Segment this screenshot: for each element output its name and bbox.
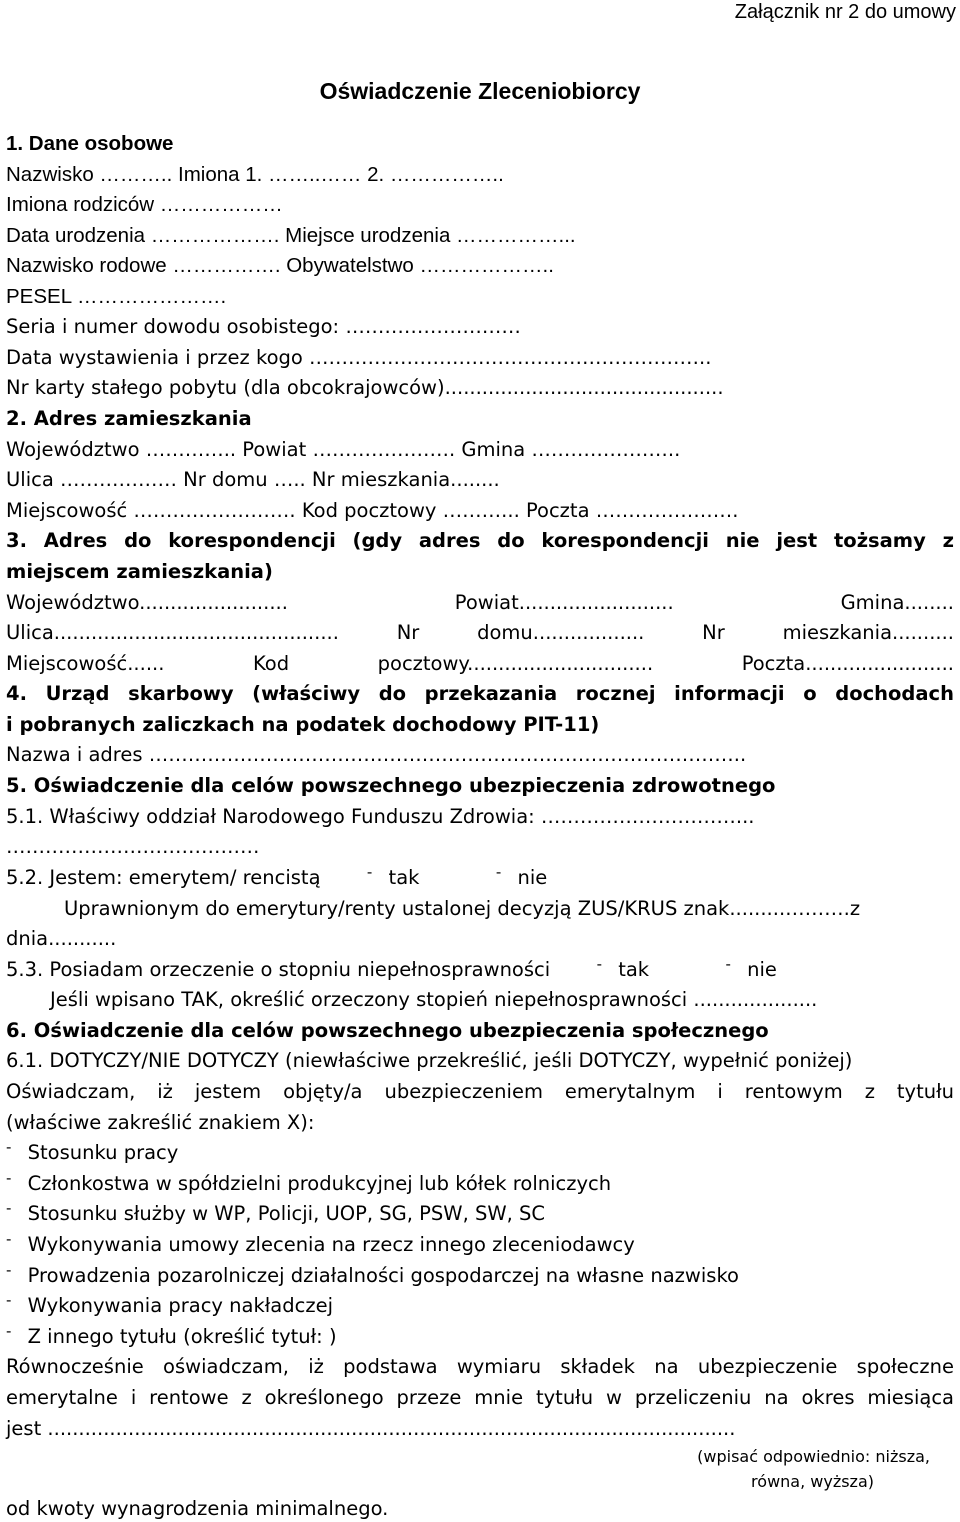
option-checkbox[interactable]: -	[6, 1261, 12, 1279]
option-checkbox[interactable]: -	[6, 1230, 12, 1248]
option-item[interactable]	[6, 1232, 635, 1258]
minimum-wage-line: od kwoty wynagrodzenia minimalnego.	[6, 1497, 389, 1520]
option-item[interactable]	[6, 1140, 178, 1166]
annex-label: Załącznik nr 2 do umowy	[734, 1, 956, 23]
tax-office-line: Nazwa i adres ………………………………………………………………………………..	[6, 743, 747, 766]
insurance-statement-line: Oświadczam, iż jestem objęty/a ubezpieczeniem emerytalnym i rentowym z tytułu	[6, 1080, 954, 1103]
nfz-branch-line-cont: …………………………………	[6, 835, 260, 858]
option-checkbox[interactable]: -	[6, 1138, 12, 1156]
insurance-statement-line-cont: (właściwe zakreślić znakiem X):	[6, 1111, 315, 1134]
section-1-heading: 1. Dane osobowe	[6, 132, 174, 155]
tak-label: tak	[388, 866, 420, 889]
contribution-basis-line: Równocześnie oświadczam, iż podstawa wymiaru składek na ubezpieczenie społeczne	[6, 1355, 954, 1378]
pension-date-line: dnia...........	[6, 927, 117, 950]
nfz-branch-line: 5.1. Właściwy oddział Narodowego Funduszu Zdrowia: …………………………...	[6, 805, 755, 828]
section-6-heading: 6. Oświadczenie dla celów powszechnego ubezpieczenia społecznego	[6, 1019, 769, 1042]
option-label: Członkostwa w spółdzielni produkcyjnej lub kółek rolniczych	[27, 1172, 612, 1195]
option-label: Wykonywania umowy zlecenia na rzecz innego zleceniodawcy	[27, 1233, 635, 1256]
birth-date-line: Data urodzenia ………………. Miejsce urodzenia ……………...	[6, 224, 576, 247]
disability-line	[6, 957, 777, 983]
option-item[interactable]	[6, 1263, 739, 1289]
option-item[interactable]	[6, 1201, 545, 1227]
option-label: Prowadzenia pozarolniczej działalności gospodarczej na własne nazwisko	[27, 1264, 739, 1287]
nie-label: nie	[517, 866, 548, 889]
option-item[interactable]	[6, 1324, 337, 1350]
id-card-line: Seria i numer dowodu osobistego: ………………………	[6, 315, 521, 338]
address-city-line: Miejscowość ……………………. Kod pocztowy ………... Poczta ………………….	[6, 499, 739, 522]
corr-region-line: Województwo........................ Powiat......................... Gmina........	[6, 591, 954, 614]
section-4-heading-cont: i pobranych zaliczkach na podatek dochodowy PIT-11)	[6, 713, 600, 736]
address-region-line: Województwo ………….. Powiat …………………. Gmina …………………..	[6, 438, 681, 461]
corr-city-line: Miejscowość...... Kod pocztowy.............................. Poczta........................	[6, 652, 954, 675]
disability-text: 5.3. Posiadam orzeczenie o stopniu niepełnosprawności	[6, 958, 551, 981]
family-name-line: Nazwisko rodowe ……………. Obywatelstwo ………………..	[6, 254, 554, 277]
checkbox-nie-pensioner[interactable]: -	[495, 863, 502, 881]
option-label: Stosunku służby w WP, Policji, UOP, SG, PSW, SW, SC	[27, 1202, 546, 1225]
checkbox-nie-disability[interactable]: -	[725, 955, 731, 973]
option-item[interactable]	[6, 1293, 333, 1319]
residence-card-line: Nr karty stałego pobytu (dla obcokrajowców).............................................	[6, 376, 724, 399]
option-checkbox[interactable]: -	[6, 1322, 12, 1340]
parents-names-line: Imiona rodziców ………………	[6, 193, 283, 216]
option-item[interactable]	[6, 1171, 611, 1197]
option-label: Wykonywania pracy nakładczej	[27, 1294, 333, 1317]
section-2-heading: 2. Adres zamieszkania	[6, 407, 252, 430]
issue-date-line: Data wystawienia i przez kogo ……………………………………………………..	[6, 346, 712, 369]
address-street-line: Ulica ……………… Nr domu ….. Nr mieszkania........	[6, 468, 500, 491]
section-5-heading: 5. Oświadczenie dla celów powszechnego ubezpieczenia zdrowotnego	[6, 774, 776, 797]
option-checkbox[interactable]: -	[6, 1169, 12, 1187]
nie-label: nie	[747, 958, 777, 981]
checkbox-tak-pensioner[interactable]: -	[366, 863, 373, 881]
pesel-line: PESEL ………………….	[6, 285, 227, 308]
tak-label: tak	[618, 958, 650, 981]
applies-line: 6.1. DOTYCZY/NIE DOTYCZY (niewłaściwe przekreślić, jeśli DOTYCZY, wypełnić poniżej)	[6, 1049, 853, 1072]
surname-line: Nazwisko ……….. Imiona 1. ……..…… 2. ……………..	[6, 163, 504, 186]
option-checkbox[interactable]: -	[6, 1199, 12, 1217]
contribution-basis-line-cont: emerytalne i rentowe z określonego przeze mnie tytułu w przeliczeniu na okres miesiąca	[6, 1386, 954, 1409]
section-3-heading-cont: miejscem zamieszkania)	[6, 560, 273, 583]
corr-street-line: Ulica.............................................. Nr domu.................. Nr mieszkania..........	[6, 621, 954, 644]
note-line-2: równa, wyższa)	[751, 1472, 874, 1491]
pension-entitlement-line: Uprawnionym do emerytury/renty ustalonej decyzją ZUS/KRUS znak.........……….z	[64, 897, 861, 920]
section-4-heading: 4. Urząd skarbowy (właściwy do przekazania rocznej informacji o dochodach	[6, 682, 954, 705]
document-title: Oświadczenie Zleceniobiorcy	[319, 78, 641, 104]
pensioner-text: 5.2. Jestem: emerytem/ rencistą	[6, 866, 321, 889]
note-line-1: (wpisać odpowiednio: niższa,	[697, 1447, 930, 1466]
checkbox-tak-disability[interactable]: -	[596, 955, 602, 973]
option-label: Z innego tytułu (określić tytuł: )	[27, 1325, 337, 1348]
disability-degree-line: Jeśli wpisano TAK, określić orzeczony stopień niepełnosprawności ....................	[50, 988, 818, 1011]
pensioner-line	[6, 865, 547, 891]
section-3-heading: 3. Adres do korespondencji (gdy adres do korespondencji nie jest tożsamy z	[6, 529, 954, 552]
option-checkbox[interactable]: -	[6, 1291, 12, 1309]
contribution-basis-value-line: jest ...............................................................................................................	[6, 1417, 736, 1440]
option-label: Stosunku pracy	[27, 1141, 179, 1164]
